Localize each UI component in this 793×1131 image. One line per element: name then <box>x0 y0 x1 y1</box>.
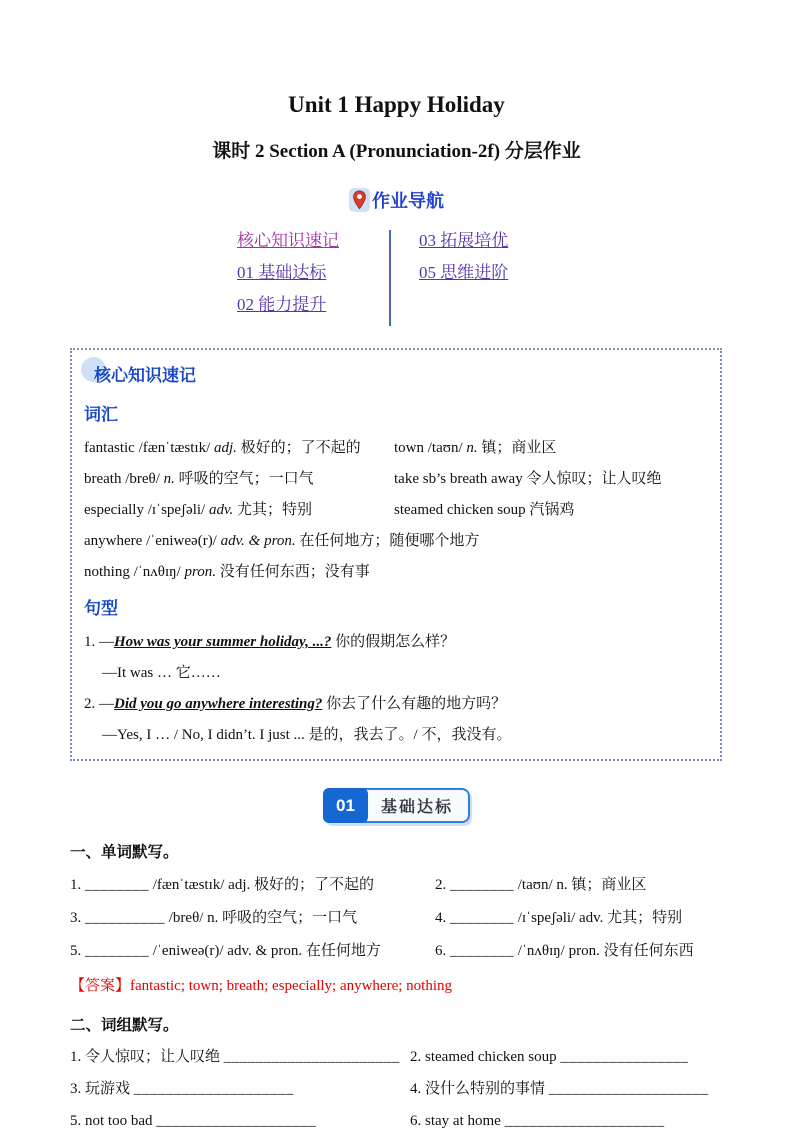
item-number: 1. <box>70 877 82 893</box>
item-text: /ɪˈspeʃəli/ adv. 尤其；特别 <box>517 910 683 926</box>
item-text: /breθ/ n. 呼吸的空气；一口气 <box>168 910 358 926</box>
nav-link-03-expand[interactable]: 03 拓展培优 <box>419 231 509 250</box>
answer-blank: ________________ <box>560 1049 689 1065</box>
item-number: 5. <box>70 1113 82 1129</box>
answer-blank: ____________________ <box>548 1081 709 1097</box>
answer-blank: ________ <box>450 877 514 893</box>
vocab-word: especially <box>84 502 144 518</box>
answer-line <box>70 976 722 996</box>
nav-link-05-thinking[interactable]: 05 思维进阶 <box>419 263 509 282</box>
vocab-meaning: 没有任何东西；没有事 <box>219 564 370 580</box>
word-item <box>70 908 435 928</box>
vocab-heading: 词汇 <box>84 405 118 424</box>
vocab-word: anywhere <box>84 533 143 549</box>
item-number: 2. <box>410 1049 422 1065</box>
pattern-question <box>84 694 708 714</box>
phrase-item <box>70 1047 410 1067</box>
vocab-pos: n. <box>163 471 175 487</box>
vocab-meaning: 令人惊叹；让人叹绝 <box>526 471 662 487</box>
vocab-pos: pron. <box>184 564 216 580</box>
vocab-ipa: /breθ/ <box>125 471 160 487</box>
item-text: steamed chicken soup <box>425 1049 557 1065</box>
em-dash: — <box>99 634 114 650</box>
answer-blank: ____________________ <box>504 1113 665 1129</box>
vocab-pos: n. <box>466 440 478 456</box>
answer-text: fantastic; town; breath; especially; anywhere; nothing <box>130 978 452 994</box>
phrase-item <box>70 1079 410 1099</box>
phrase-item <box>410 1047 722 1067</box>
item-text: /fænˈtæstɪk/ adj. 极好的；了不起的 <box>152 877 375 893</box>
vocab-meaning: 在任何地方；随便哪个地方 <box>299 533 480 549</box>
vocab-word: nothing <box>84 564 130 580</box>
word-item <box>435 908 722 928</box>
answer-blank: ________ <box>450 943 514 959</box>
item-text: not too bad <box>85 1113 153 1129</box>
vocab-entry <box>84 562 708 582</box>
sentence-patterns <box>84 632 708 745</box>
item-text: stay at home <box>425 1113 501 1129</box>
basic-section <box>70 840 722 1131</box>
vocab-entry <box>84 500 394 520</box>
nav-link-02-ability[interactable]: 02 能力提升 <box>237 295 327 314</box>
vocab-meaning: 呼吸的空气；一口气 <box>178 471 314 487</box>
vocab-ipa: /taʊn/ <box>427 440 463 456</box>
answer-blank: __________ <box>85 910 165 926</box>
pattern-chinese: 你的假期怎么样？ <box>335 634 456 650</box>
homework-nav-header <box>0 187 793 213</box>
item-number: 6. <box>435 943 447 959</box>
pattern-reply: —It was … 它…… <box>102 665 221 681</box>
pattern-number: 2. <box>84 696 96 712</box>
page-subtitle: 课时 2 Section A (Pronunciation-2f) 分层作业 <box>212 141 581 162</box>
page-title: Unit 1 Happy Holiday <box>288 92 505 117</box>
vocab-entry <box>394 469 708 489</box>
vocab-word: steamed chicken soup <box>394 502 526 518</box>
badge-label: 基础达标 <box>380 799 453 816</box>
vocab-meaning: 镇；商业区 <box>481 440 557 456</box>
vocab-meaning: 尤其；特别 <box>237 502 313 518</box>
word-item <box>70 875 435 895</box>
vocab-word: breath <box>84 471 122 487</box>
answer-blank: ____________________ <box>156 1113 317 1129</box>
map-pin-icon <box>349 188 370 212</box>
answer-blank: ________ <box>450 910 514 926</box>
vocab-word: fantastic <box>84 440 135 456</box>
word-item <box>435 875 722 895</box>
answer-blank: ________ <box>85 877 149 893</box>
vocab-meaning: 汽锅鸡 <box>529 502 575 518</box>
vocab-entry <box>84 438 394 458</box>
item-number: 6. <box>410 1113 422 1129</box>
vocab-ipa: /fænˈtæstɪk/ <box>138 440 211 456</box>
nav-link-core-knowledge[interactable]: 核心知识速记 <box>237 231 339 250</box>
answer-blank: ________ <box>85 943 149 959</box>
pattern-question <box>84 632 708 652</box>
item-text: /ˈnʌθɪŋ/ pron. 没有任何东西 <box>517 943 694 959</box>
nav-link-01-basic[interactable]: 01 基础达标 <box>237 263 327 282</box>
badge-number: 01 <box>323 788 368 823</box>
word-item <box>70 941 435 961</box>
word-item <box>435 941 722 961</box>
vocab-pos: adv. & pron. <box>220 533 296 549</box>
part1-title: 一、单词默写。 <box>70 844 179 861</box>
answer-blank: ____________________ <box>133 1081 294 1097</box>
answer-blank: ______________________ <box>223 1049 400 1065</box>
item-text: 令人惊叹；让人叹绝 <box>85 1049 221 1065</box>
vocab-entry <box>84 469 394 489</box>
item-number: 1. <box>70 1049 82 1065</box>
core-knowledge-heading: 核心知识速记 <box>84 359 204 388</box>
phrase-item <box>70 1111 410 1131</box>
vocab-meaning: 极好的；了不起的 <box>240 440 361 456</box>
pattern-chinese: 你去了什么有趣的地方吗？ <box>326 696 507 712</box>
homework-nav-links <box>237 230 793 326</box>
item-number: 4. <box>410 1081 422 1097</box>
vocab-ipa: /ˈnʌθɪŋ/ <box>133 564 181 580</box>
pattern-number: 1. <box>84 634 96 650</box>
pattern-reply: —Yes, I … / No, I didn’t. I just ... 是的，我去了。/ 不，我没有。 <box>102 727 512 743</box>
item-number: 2. <box>435 877 447 893</box>
item-number: 5. <box>70 943 82 959</box>
item-number: 3. <box>70 910 82 926</box>
patterns-heading: 句型 <box>84 599 118 618</box>
nav-divider <box>389 230 391 326</box>
answer-label: 【答案】 <box>70 978 131 994</box>
pattern-english: How was your summer holiday, ...? <box>114 634 332 650</box>
phrase-item <box>410 1079 722 1099</box>
item-text: 玩游戏 <box>85 1081 131 1097</box>
item-text: 没什么特别的事情 <box>425 1081 546 1097</box>
section-01-badge <box>323 788 470 823</box>
vocab-list <box>84 438 708 582</box>
pattern-english: Did you go anywhere interesting? <box>114 696 323 712</box>
phrase-item <box>410 1111 722 1131</box>
item-number: 3. <box>70 1081 82 1097</box>
vocab-pos: adj. <box>214 440 237 456</box>
vocab-word: town <box>394 440 424 456</box>
vocab-entry <box>394 438 708 458</box>
vocab-ipa: /ˈeniweə(r)/ <box>146 533 217 549</box>
phrase-dictation-list <box>70 1047 722 1131</box>
item-text: /ˈeniweə(r)/ adv. & pron. 在任何地方 <box>152 943 381 959</box>
vocab-ipa: /ɪˈspeʃəli/ <box>147 502 206 518</box>
part2-title: 二、词组默写。 <box>70 1017 179 1034</box>
item-number: 4. <box>435 910 447 926</box>
core-knowledge-box <box>70 348 722 761</box>
section-01-badge-row <box>0 788 793 823</box>
vocab-entry <box>394 500 708 520</box>
word-dictation-list <box>70 875 722 961</box>
em-dash: — <box>99 696 114 712</box>
nav-title: 作业导航 <box>372 191 444 211</box>
vocab-entry <box>84 531 708 551</box>
item-text: /taʊn/ n. 镇；商业区 <box>517 877 647 893</box>
vocab-pos: adv. <box>208 502 234 518</box>
vocab-word: take sb’s breath away <box>394 471 523 487</box>
